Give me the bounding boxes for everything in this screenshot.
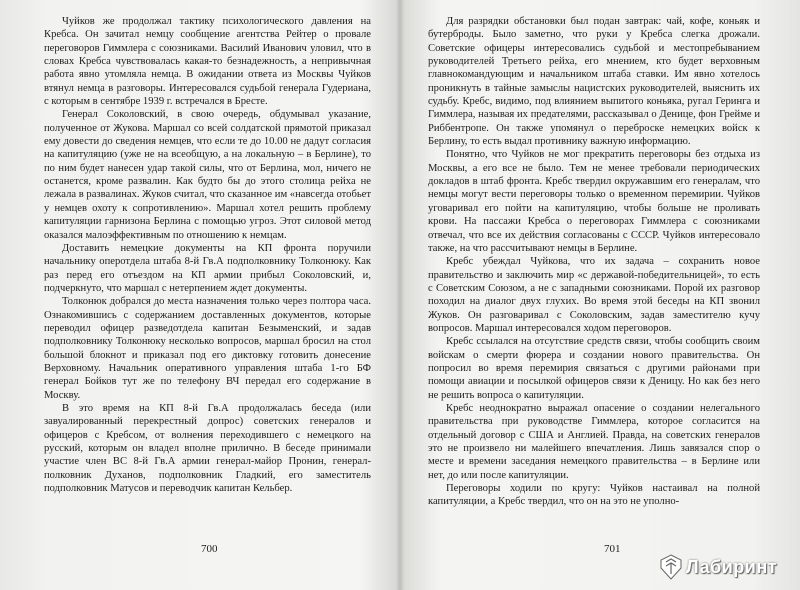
labyrinth-logo-icon [660,554,682,580]
paragraph: Кребс убеждал Чуйкова, что их задача – сохранить новое правительство и заключить мир «с державой-победительницей», то есть с Советским Союзом, а не с западными союзниками. Порой их разговор походил на диалог двух глухих. Во время этой беседы на КП звонил Жуков. Он разговаривал с Соколовским, задав заместителю кучу вопросов. Маршал интересовался ходом переговоров. [428,256,760,334]
left-page-text [44,15,371,495]
paragraph: Кребс неоднократно выражал опасение о создании нелегального правительства при руководстве Гиммлера, которое согласится на отдельный договор с США и Англией. Правда, на советских генералов это не произвело ни малейшего впечатления. Лишь завязался спор о месте и времени заседания немецкого правительства – в Берлине или нет, до или после капитуляции. [428,402,760,481]
page-number-left: 700 [201,543,218,555]
paragraph: Чуйков же продолжал тактику психологического давления на Кребса. Он зачитал немцу сообщение агентства Рейтер о провале переговоров Гиммлера с союзниками. Василий Иванович уловил, что в словах Кребса чувствовалась какая-то безнадежность, а непривычная работа явно утомляла немца. В ожидании ответа из Москвы Чуйков втянул немца в разговоры. Интересовался судьбой генерала Гудериана, с которым в сентябре 1939 г. встречался в Бресте. [44,16,371,108]
paragraph: В это время на КП 8-й Гв.А продолжалась беседа (или завуалированный перекрестный допрос) советских генералов и офицеров с Кребсом, от волнения переходившего с немецкого на русский, которым он владел вполне прилично. В беседе принимали участие член ВС 8-й Гв.А армии генерал-майор Пронин, генерал-полковник Духанов, подполковник Гладкий, его заместитель подполковник Матусов и переводчик капитан Кельбер. [44,402,371,495]
paragraph: Толконюк добрался до места назначения только через полтора часа. Ознакомившись с содержанием доставленных документов, которые переводил офицер разведотдела капитан Безыменский, и задав подполковнику Толконюку несколько вопросов, маршал бросил на стол большой блокнот и приказал под его диктовку готовить донесение Верховному. Начальник оперативного управления штаба 1-го БФ генерал Бойков тут же по телефону ВЧ передал его содержание в Москву. [44,296,371,401]
paragraph: Доставить немецкие документы на КП фронта поручили начальнику оперотдела штаба 8-й Гв.А подполковнику Толконюку. Как раз перед его отъездом на КП армии прибыл Соколовский, и, подчеркнуто, что маршал с нетерпением ждет документы. [44,242,371,294]
paragraph: Переговоры ходили по кругу: Чуйков настаивал на полной капитуляции, а Кребс твердил, что он на это не уполно- [428,483,760,508]
paragraph: Понятно, что Чуйков не мог прекратить переговоры без отдыха из Москвы, а его все не было. Тем не менее требовали периодических докладов в штаб фронта. Кребс твердил окружавшим его генералам, что немцы могут вести переговоры только о временном перемирии. Чуйков уговаривал его пойти на капитуляцию, чтобы больше не проливать крови. На пассажи Кребса о переговорах Гиммлера с союзниками отвечал, что все их действия согласованы с СССР. Чуйков интересовало также, на что рассчитывают немцы в Берлине. [428,149,760,254]
paragraph: Генерал Соколовский, в свою очередь, обдумывал указание, полученное от Жукова. Маршал со всей солдатской прямотой приказал ему довести до сведения немцев, что если те до 10.00 не дадут согласия на капитуляцию (уже не на всеобщую, а на локальную – в Берлине), то по ним будет нанесен удар такой силы, что от Берлина, мол, ничего не останется, кроме развалин. Как будто бы до этого столица рейха не лежала в развалинах. Жуков считал, что сказанное им «навсегда отобьет у немцев охоту к сопротивлению». Маршал хотел решить проблему капитуляции гарнизона Берлина с помощью угроз. Этот силовой метод оказался малоэффективным по отношению к немцам. [44,109,371,241]
watermark [660,552,790,582]
paragraph: Кребс ссылался на отсутствие средств связи, чтобы сообщить своим войскам о смерти фюрера и создании нового правительства. Он попросил во время перемирия связаться с другими районами при помощи авиации и посылкой офицеров связи к Деницу. Но как без него не решить вопроса о капитуляции. [428,336,760,401]
paragraph: Для разрядки обстановки был подан завтрак: чай, кофе, коньяк и бутерброды. Было заметно, что руки у Кребса слегка дрожали. Советские офицеры интересовались судьбой и местопребыванием руководителей Третьего рейха, его мнением, кто будет верховным главнокомандующим и начальником штаба ставки. Им явно хотелось проникнуть в тайные замыслы нацистских руководителей, выяснить их судьбу. Кребс, видимо, под влиянием выпитого коньяка, ругал Геринга и Гиммлера, называя их предателями, рассказывал о Денице, фон Грейме и Риббентропе. Он также упомянул о переброске немецких войск к Берлину, то есть выдал противнику важную информацию. [428,16,760,148]
page-number-right: 701 [604,543,621,555]
right-page-text [428,15,760,509]
watermark-text: Лабиринт [686,556,778,577]
